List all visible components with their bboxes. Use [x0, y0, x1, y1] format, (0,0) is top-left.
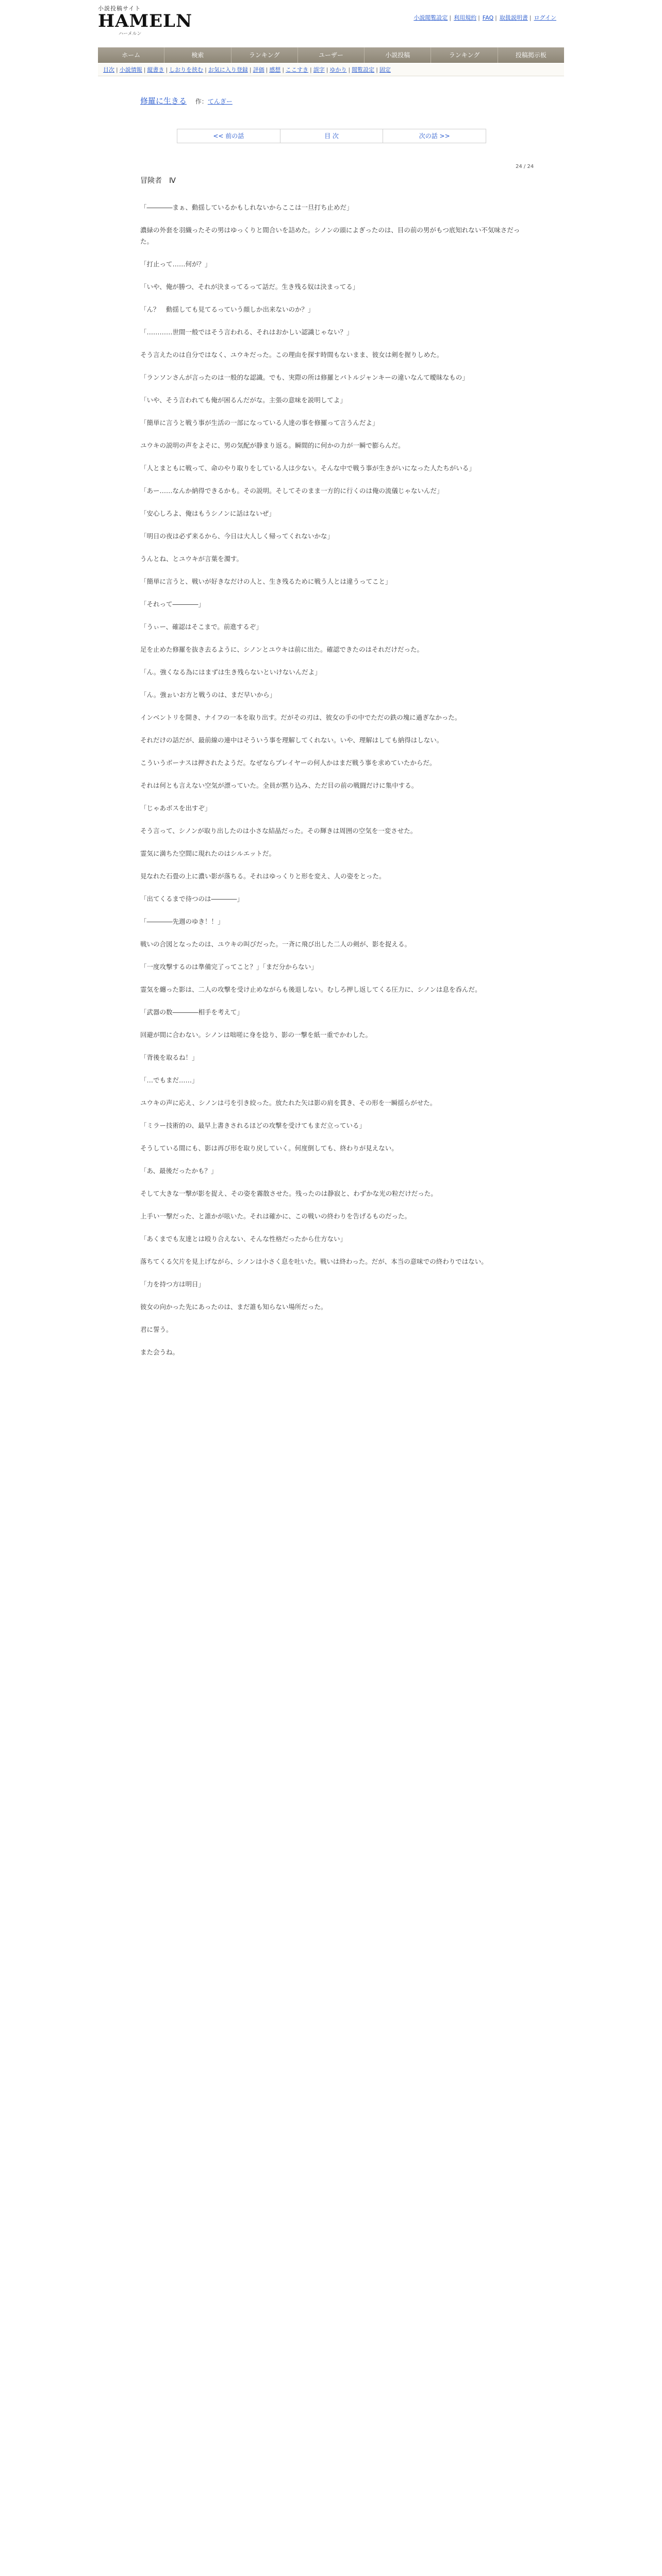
- novel-paragraph: 「出てくるまで待つのは――――」: [140, 895, 244, 903]
- novel-paragraph: 「力を持つ方は明日」: [140, 1280, 205, 1288]
- nav-home[interactable]: ホーム: [98, 47, 164, 63]
- novel-paragraph: 彼女の向かった先にあったのは、まだ誰も知らない場所だった。: [140, 1303, 327, 1311]
- subnav-like[interactable]: ここすき: [286, 66, 309, 73]
- header-links: 小説閲覧設定 | 利用規約 | FAQ | 取扱説明書 | ログイン: [413, 14, 556, 21]
- novel-paragraph: 「武器の数――――相手を考えて」: [140, 1008, 244, 1016]
- next-chapter-button[interactable]: 次の話 >>: [383, 129, 486, 143]
- novel-paragraph: 「ランソンさんが言ったのは一般的な認識。でも、実際の所は修羅とバトルジャンキーの違いなんて曖昧なもの」: [140, 374, 469, 381]
- novel-paragraph: インベントリを開き、ナイフの一本を取り出す。だがその刃は、彼女の手の中でただの鉄の塊に過ぎなかった。: [140, 714, 461, 721]
- novel-paragraph: 「あ、最後だったかも？」: [140, 1167, 218, 1175]
- novel-paragraph: それは何とも言えない空気が漂っていた。全員が黙り込み、ただ目の前の戦闘だけに集中する。: [140, 782, 418, 789]
- novel-paragraph: 「あー……なんか納得できるかも。その説明。そしてそのまま一方的に行くのは俺の流儀じゃないんだ」: [140, 487, 443, 495]
- chapter-title: 冒険者 Ⅳ: [140, 177, 176, 185]
- nav-user[interactable]: ユーザー: [298, 47, 365, 63]
- logo-subtitle: ハーメルン: [119, 31, 142, 37]
- subnav-toc[interactable]: 目次: [103, 66, 114, 73]
- novel-paragraph: 濃緑の外套を羽織ったその男はゆっくりと間合いを詰めた。シノンの頭によぎったのは、目の前の男がもつ底知れない不気味さだった。: [140, 226, 520, 245]
- novel-paragraph: 「打止って……何が？」: [140, 260, 211, 268]
- novel-paragraph: こういうボーナスは押されたようだ。なぜならプレイヤーの何人かはまだ戦う事を求めていたからだ。: [140, 759, 436, 767]
- novel-body: [140, 202, 532, 1369]
- nav-search[interactable]: 検索: [164, 47, 231, 63]
- novel-paragraph: 「あくまでも友達とは殴り合えない、そんな性格だったから仕方ない」: [140, 1235, 347, 1243]
- chapter-count: 24 / 24: [516, 164, 534, 170]
- novel-paragraph: 「ん。強くなる為にはまずは生き残らないといけないんだよ」: [140, 668, 321, 676]
- novel-paragraph: うんとね、とユウキが言葉を濁す。: [140, 555, 243, 563]
- novel-paragraph: 「ミラー技術的の、最早上書きされるほどの攻撃を受けてもまだ立っている」: [140, 1122, 366, 1129]
- novel-paragraph: 「簡単に言うと、戦いが好きなだけの人と、生き残るために戦う人とは違うってこと」: [140, 578, 392, 585]
- link-faq[interactable]: FAQ: [482, 14, 494, 21]
- novel-paragraph: 「安心しろよ、俺はもうシノンに話はないぜ」: [140, 510, 275, 517]
- novel-paragraph: 「いや、俺が勝つ、それが決まってるって話だ。生き残る奴は決まってる」: [140, 283, 359, 291]
- logo-wordmark: HAMELN: [98, 11, 193, 31]
- subnav-review[interactable]: 感想: [269, 66, 281, 73]
- novel-paragraph: それだけの話だが、最前線の連中はそういう事を理解してくれない。いや、理解はしても納得はしない。: [140, 736, 443, 744]
- toc-button[interactable]: 目 次: [280, 129, 384, 143]
- novel-paragraph: 「うぃー、確認はそこまで。前進するぞ」: [140, 623, 262, 631]
- novel-paragraph: 「…でもまだ……」: [140, 1076, 198, 1084]
- logo-tagline: 小説投稿サイト: [98, 5, 141, 12]
- novel-paragraph: ユウキの声に応え、シノンは弓を引き絞った。放たれた矢は影の肩を貫き、その形を一瞬揺らがせた。: [140, 1099, 437, 1107]
- novel-paragraph: 足を止めた修羅を抜き去るように、シノンとユウキは前に出た。確認できたのはそれだけだった。: [140, 646, 424, 653]
- novel-paragraph: 君に誓う。: [140, 1326, 173, 1333]
- novel-paragraph: そして大きな一撃が影を捉え、その姿を霧散させた。残ったのは静寂と、わずかな光の粒だけだった。: [140, 1190, 437, 1197]
- novel-title-link[interactable]: 修羅に生きる: [140, 96, 187, 106]
- novel-paragraph: 見なれた石畳の上に濃い影が落ちる。それはゆっくりと形を変え、人の姿をとった。: [140, 872, 386, 880]
- novel-paragraph: 回避が間に合わない。シノンは咄嗟に身を捻り、影の一撃を紙一重でかわした。: [140, 1031, 372, 1039]
- site-header: [0, 0, 662, 37]
- chapter-pager: [177, 129, 486, 143]
- novel-paragraph: 「ん？ 動揺しても見てるっていう顔しか出来ないのか？」: [140, 306, 315, 313]
- novel-paragraph: 「――――先週のゆき！！」: [140, 918, 224, 925]
- subnav-yukari[interactable]: ゆかり: [329, 66, 347, 73]
- subnav-favorite[interactable]: お気に入り登録: [208, 66, 248, 73]
- novel-paragraph: 霊気を纏った影は、二人の攻撃を受け止めながらも後退しない。むしろ押し返してくる圧力に、シノンは息を呑んだ。: [140, 986, 482, 993]
- novel-title-row: [140, 95, 233, 106]
- novel-paragraph: 上手い一撃だった、と誰かが呟いた。それは確かに、この戦いの終わりを告げるものだった。: [140, 1212, 411, 1220]
- novel-paragraph: 「人とまともに戦って、命のやり取りをしている人は少ない。そんな中で戦う事が生きがいになった人たちがいる」: [140, 464, 475, 472]
- novel-paragraph: 「じゃあボスを出すぞ」: [140, 804, 211, 812]
- novel-paragraph: そう言って、シノンが取り出したのは小さな結晶だった。その輝きは周囲の空気を一変させた。: [140, 827, 417, 835]
- nav-post[interactable]: 小説投稿: [365, 47, 431, 63]
- author-link[interactable]: てんぎー: [207, 98, 233, 105]
- subnav-info[interactable]: 小説情報: [119, 66, 142, 73]
- nav-ranking-2[interactable]: ランキング: [431, 47, 498, 63]
- author-label: 作：: [195, 98, 208, 105]
- novel-paragraph: 「一度攻撃するのは準備完了ってこと？」「まだ分からない」: [140, 963, 318, 971]
- link-login[interactable]: ログイン: [534, 14, 556, 21]
- link-reading-settings[interactable]: 小説閲覧設定: [413, 14, 448, 21]
- link-terms[interactable]: 利用規約: [454, 14, 477, 21]
- novel-paragraph: 「それって――――」: [140, 600, 205, 608]
- novel-paragraph: 「――――まぁ、動揺しているかもしれないからここは一旦打ち止めだ」: [140, 204, 353, 211]
- novel-paragraph: 落ちてくる欠片を見上げながら、シノンは小さく息を吐いた。戦いは終わった。だが、本当の意味での終わりではない。: [140, 1258, 488, 1265]
- link-manual[interactable]: 取扱説明書: [499, 14, 528, 21]
- novel-paragraph: 「…………世間一般ではそう言われる、それはおかしい認識じゃない？」: [140, 328, 353, 336]
- nav-board[interactable]: 投稿掲示板: [515, 52, 547, 59]
- novel-paragraph: 「いや、そう言われても俺が困るんだがな。主張の意味を説明してよ」: [140, 396, 346, 404]
- nav-ranking[interactable]: ランキング: [231, 47, 298, 63]
- subnav-vertical[interactable]: 縦書き: [147, 66, 164, 73]
- subnav-settings[interactable]: 閲覧設定: [352, 66, 375, 73]
- novel-paragraph: そうしている間にも、影は再び形を取り戻していく。何度倒しても、終わりが見えない。: [140, 1144, 398, 1152]
- novel-paragraph: 「明日の夜は必ず来るから、今日は大人しく帰ってくれないかな」: [140, 532, 334, 540]
- novel-paragraph: そう言えたのは自分ではなく、ユウキだった。この理由を探す時間もないまま、彼女は剣を握りしめた。: [140, 351, 443, 359]
- novel-paragraph: 「背後を取るね！」: [140, 1054, 198, 1061]
- novel-paragraph: また会うね。: [140, 1348, 179, 1356]
- main-nav: [98, 47, 564, 63]
- site-logo[interactable]: [98, 4, 193, 37]
- novel-paragraph: 戦いの合図となったのは、ユウキの叫びだった。一斉に飛び出した二人の剣が、影を捉える。: [140, 940, 411, 948]
- novel-paragraph: 霊気に満ちた空間に現れたのはシルエットだ。: [140, 850, 275, 857]
- novel-paragraph: ユウキの説明の声をよそに、男の気配が静まり返る。瞬間的に何かの力が一瞬で膨らんだ。: [140, 442, 405, 449]
- subnav-rate[interactable]: 評価: [253, 66, 264, 73]
- subnav-typo[interactable]: 誤字: [313, 66, 325, 73]
- novel-paragraph: 「簡単に言うと戦う事が生活の一部になっている人達の事を修羅って言うんだよ」: [140, 419, 379, 427]
- subnav-bookmark[interactable]: しおりを挟む: [169, 66, 204, 73]
- prev-chapter-button[interactable]: << 前の話: [177, 129, 280, 143]
- novel-paragraph: 「ん。強ぉいお方と戦うのは、まだ早いから」: [140, 691, 276, 699]
- novel-subnav: 目次 | 小説情報 | 縦書き | しおりを挟む | お気に入り登録 | 評価 | 感想 | ここすき | 誤字 | ゆかり | 閲覧設定 | 固定: [98, 64, 564, 76]
- subnav-fix[interactable]: 固定: [379, 66, 391, 73]
